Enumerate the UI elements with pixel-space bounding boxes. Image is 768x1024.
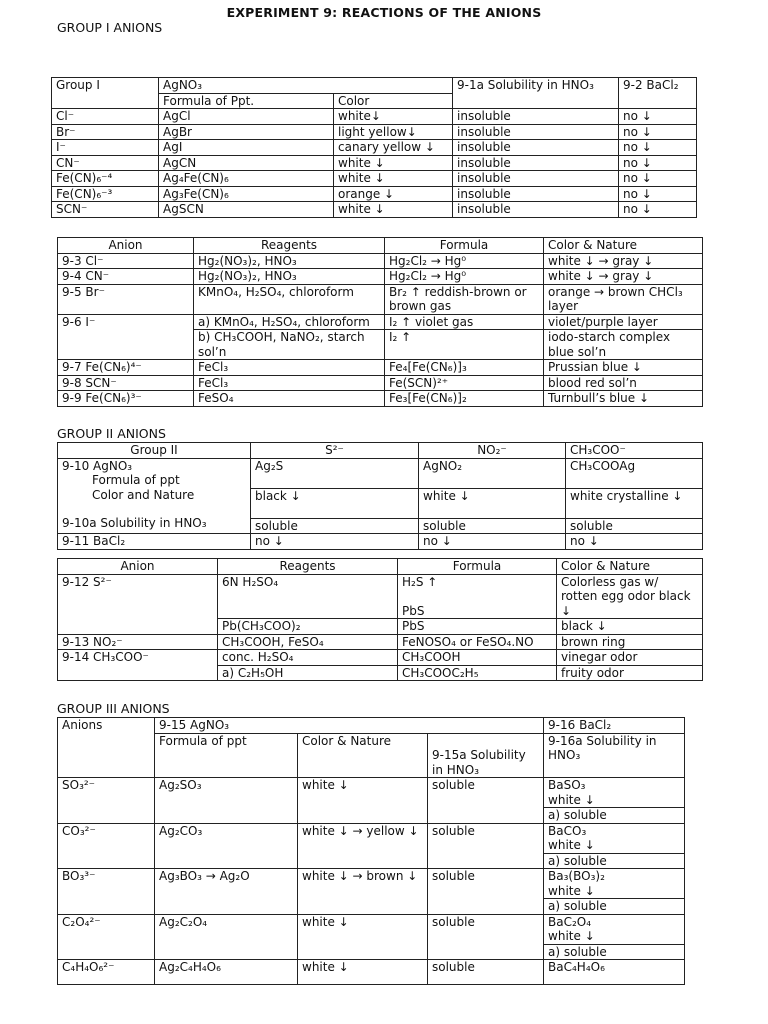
formula-cell: Ag₃Fe(CN)₆ <box>159 186 334 202</box>
solubility-cell: insoluble <box>453 202 619 218</box>
reagents-cell: 6N H₂SO₄ <box>218 574 398 619</box>
formula-cell: Hg₂Cl₂ → Hg⁰ <box>385 253 544 269</box>
header-anion: Anion <box>58 238 194 254</box>
table-row <box>58 284 703 314</box>
header-color: Color & Nature <box>544 238 703 254</box>
table-row <box>58 360 703 376</box>
color-cell: white ↓ → yellow ↓ <box>298 823 428 869</box>
solubility-label: 9-10a Solubility in HNO₃ <box>62 516 207 530</box>
reagents-cell: conc. H₂SO₄ <box>218 650 398 666</box>
color-cell: white ↓ <box>334 202 453 218</box>
anion-cell: 9-12 S²⁻ <box>58 574 218 634</box>
anion-cell: 9-6 I⁻ <box>58 314 194 360</box>
ba-solubility-cell: a) soluble <box>544 853 685 869</box>
table-row <box>58 634 703 650</box>
color-cell: orange → brown CHCl₃ layer <box>544 284 703 314</box>
header-formula: Formula <box>398 559 557 575</box>
header-solubility-text: 9-15a Solubility in HNO₃ <box>432 748 526 777</box>
color-cell: light yellow↓ <box>334 124 453 140</box>
color-cell: vinegar odor <box>557 650 703 666</box>
table-row <box>52 155 697 171</box>
color-cell: white ↓ <box>298 960 428 985</box>
color-cell: canary yellow ↓ <box>334 140 453 156</box>
ba-color-cell: white ↓ <box>544 929 685 944</box>
bacl2-label: 9-11 BaCl₂ <box>58 534 251 550</box>
reagents-cell: Pb(CH₃COO)₂ <box>218 619 398 635</box>
formula-cell: AgI <box>159 140 334 156</box>
ion-cell: C₄H₄O₆²⁻ <box>58 960 155 985</box>
ion-cell: Fe(CN)₆⁻⁴ <box>52 171 159 187</box>
anion-cell: 9-8 SCN⁻ <box>58 375 194 391</box>
group-1-heading: GROUP I ANIONS <box>57 20 163 35</box>
color-cell: white ↓ <box>334 171 453 187</box>
header-acetate: CH₃COO⁻ <box>566 443 703 459</box>
color-cell: brown ring <box>557 634 703 650</box>
table-row <box>52 171 697 187</box>
ion-cell: SCN⁻ <box>52 202 159 218</box>
header-agno3: AgNO₃ <box>159 78 453 94</box>
formula-cell: PbS <box>398 619 557 635</box>
solubility-cell: insoluble <box>453 109 619 125</box>
color-cell: black ↓ <box>251 488 419 518</box>
solubility-cell: insoluble <box>453 171 619 187</box>
solubility-cell: soluble <box>251 518 419 534</box>
bacl2-cell: no ↓ <box>619 155 697 171</box>
header-anion: Anion <box>58 559 218 575</box>
group-2-reactions-table <box>57 558 703 681</box>
table-row <box>58 650 703 666</box>
group-3-table <box>57 717 685 985</box>
header-sulfide: S²⁻ <box>251 443 419 459</box>
formula-cell: Hg₂Cl₂ → Hg⁰ <box>385 269 544 285</box>
group-2-table <box>57 442 703 550</box>
header-color: Color & Nature <box>298 733 428 778</box>
solubility-cell: soluble <box>428 823 544 869</box>
table-row <box>58 823 685 838</box>
formula-cell: AgSCN <box>159 202 334 218</box>
reagents-cell: b) CH₃COOH, NaNO₂, starch sol’n <box>194 330 385 360</box>
header-anions: Anions <box>58 718 155 734</box>
formula-cell: Fe₄[Fe(CN₆)]₃ <box>385 360 544 376</box>
formula-cell: AgCl <box>159 109 334 125</box>
formula-cell: Ag₂CO₃ <box>155 823 298 869</box>
table-row <box>58 253 703 269</box>
ion-cell: CN⁻ <box>52 155 159 171</box>
anion-cell: 9-9 Fe(CN₆)³⁻ <box>58 391 194 407</box>
color-cell: fruity odor <box>557 665 703 681</box>
header-formula: Formula of Ppt. <box>159 93 334 109</box>
table-row <box>58 914 685 929</box>
header-solubility-2: 9-16a Solubility in HNO₃ <box>544 733 685 778</box>
solubility-cell: insoluble <box>453 140 619 156</box>
header-bacl2: 9-16 BaCl₂ <box>544 718 685 734</box>
bacl2-cell: no ↓ <box>619 109 697 125</box>
reagents-cell: CH₃COOH, FeSO₄ <box>218 634 398 650</box>
reagents-cell: FeCl₃ <box>194 360 385 376</box>
table-row <box>52 124 697 140</box>
formula-cell: Ag₄Fe(CN)₆ <box>159 171 334 187</box>
header-formula: Formula <box>385 238 544 254</box>
header-agno3: 9-15 AgNO₃ <box>155 718 544 734</box>
anion-cell: 9-7 Fe(CN₆)⁴⁻ <box>58 360 194 376</box>
formula-cell: FeNOSO₄ or FeSO₄.NO <box>398 634 557 650</box>
reagents-cell: Hg₂(NO₃)₂, HNO₃ <box>194 269 385 285</box>
color-cell: white ↓ <box>298 914 428 960</box>
color-cell: white ↓ <box>334 155 453 171</box>
formula-cell: I₂ ↑ violet gas <box>385 314 544 330</box>
formula-label: Formula of ppt <box>92 473 180 487</box>
bacl2-cell: no ↓ <box>619 202 697 218</box>
color-label: Color and Nature <box>92 487 195 502</box>
ba-solubility-cell: a) soluble <box>544 944 685 960</box>
table-row <box>52 186 697 202</box>
table-row <box>58 391 703 407</box>
ba-color-cell: white ↓ <box>544 884 685 899</box>
color-cell: white↓ <box>334 109 453 125</box>
ba-formula-cell: Ba₃(BO₃)₂ <box>544 869 685 884</box>
color-cell: black ↓ <box>557 619 703 635</box>
solubility-cell: insoluble <box>453 124 619 140</box>
solubility-cell: soluble <box>566 518 703 534</box>
formula-cell: Fe₃[Fe(CN₆)]₂ <box>385 391 544 407</box>
ion-cell: CO₃²⁻ <box>58 823 155 869</box>
formula-cell: Fe(SCN)²⁺ <box>385 375 544 391</box>
formula-cell: Ag₂C₄H₄O₆ <box>155 960 298 985</box>
ba-formula-cell: BaSO₃ <box>544 778 685 793</box>
table-row <box>52 202 697 218</box>
solubility-cell: soluble <box>419 518 566 534</box>
anion-cell: 9-14 CH₃COO⁻ <box>58 650 218 681</box>
solubility-cell: insoluble <box>453 186 619 202</box>
bacl2-cell: no ↓ <box>619 171 697 187</box>
table-row <box>58 778 685 793</box>
formula-cell: I₂ ↑ <box>385 330 544 360</box>
header-reagents: Reagents <box>194 238 385 254</box>
reagents-cell: FeCl₃ <box>194 375 385 391</box>
ba-formula-cell: BaC₂O₄ <box>544 914 685 929</box>
group-2-heading: GROUP II ANIONS <box>57 426 166 441</box>
color-cell: Prussian blue ↓ <box>544 360 703 376</box>
header-group: Group II <box>58 443 251 459</box>
color-cell: white ↓ → brown ↓ <box>298 869 428 915</box>
ion-cell: C₂O₄²⁻ <box>58 914 155 960</box>
formula-cell <box>398 574 557 619</box>
color-cell: violet/purple layer <box>544 314 703 330</box>
anion-cell: 9-13 NO₂⁻ <box>58 634 218 650</box>
header-reagents: Reagents <box>218 559 398 575</box>
bacl2-cell: no ↓ <box>566 534 703 550</box>
group-1-table <box>51 77 697 218</box>
table-row <box>58 375 703 391</box>
header-nitrite: NO₂⁻ <box>419 443 566 459</box>
header-solubility: 9-1a Solubility in HNO₃ <box>453 78 619 109</box>
ba-solubility-cell: a) soluble <box>544 899 685 915</box>
formula-cell: AgBr <box>159 124 334 140</box>
color-cell: Colorless gas w/ rotten egg odor black ↓ <box>557 574 703 619</box>
ba-color-cell: white ↓ <box>544 793 685 808</box>
reagents-cell: Hg₂(NO₃)₂, HNO₃ <box>194 253 385 269</box>
header-group: Group I <box>52 78 159 94</box>
ba-color-cell: white ↓ <box>544 838 685 853</box>
ba-formula-cell: BaC₄H₄O₆ <box>544 960 685 985</box>
anion-cell: 9-5 Br⁻ <box>58 284 194 314</box>
solubility-cell: soluble <box>428 914 544 960</box>
formula-a: H₂S ↑ <box>402 574 438 589</box>
group-1-reactions-table <box>57 237 703 407</box>
solubility-cell: soluble <box>428 960 544 985</box>
page-title: EXPERIMENT 9: REACTIONS OF THE ANIONS <box>226 5 542 20</box>
formula-cell: Ag₃BO₃ → Ag₂O <box>155 869 298 915</box>
color-cell: orange ↓ <box>334 186 453 202</box>
table-row <box>58 534 703 550</box>
table-row <box>58 269 703 285</box>
formula-cell: CH₃COOH <box>398 650 557 666</box>
anion-cell: 9-3 Cl⁻ <box>58 253 194 269</box>
formula-cell: Ag₂C₂O₄ <box>155 914 298 960</box>
formula-b: PbS <box>402 603 425 618</box>
color-cell: iodo-starch complex blue sol’n <box>544 330 703 360</box>
reagents-cell: a) KMnO₄, H₂SO₄, chloroform <box>194 314 385 330</box>
ion-cell: Fe(CN)₆⁻³ <box>52 186 159 202</box>
header-color: Color <box>334 93 453 109</box>
table-row <box>58 458 703 488</box>
agno3-label: 9-10 AgNO₃ <box>62 458 133 473</box>
table-row <box>58 960 685 985</box>
table-row <box>52 140 697 156</box>
color-cell: white ↓ → gray ↓ <box>544 253 703 269</box>
color-cell: white crystalline ↓ <box>566 488 703 518</box>
header-bacl2: 9-2 BaCl₂ <box>619 78 697 94</box>
table-row <box>58 869 685 884</box>
formula-cell: Ag₂S <box>251 458 419 488</box>
solubility-cell: soluble <box>428 869 544 915</box>
ion-cell: Br⁻ <box>52 124 159 140</box>
header-color: Color & Nature <box>557 559 703 575</box>
ion-cell: BO₃³⁻ <box>58 869 155 915</box>
table-row <box>58 574 703 619</box>
ion-cell: SO₃²⁻ <box>58 778 155 824</box>
solubility-cell: insoluble <box>453 155 619 171</box>
color-cell: Turnbull’s blue ↓ <box>544 391 703 407</box>
bacl2-cell: no ↓ <box>419 534 566 550</box>
reagents-cell: KMnO₄, H₂SO₄, chloroform <box>194 284 385 314</box>
solubility-cell: soluble <box>428 778 544 824</box>
color-cell: white ↓ → gray ↓ <box>544 269 703 285</box>
header-solubility <box>428 733 544 778</box>
header-formula: Formula of ppt <box>155 733 298 778</box>
bacl2-cell: no ↓ <box>619 140 697 156</box>
formula-cell: AgCN <box>159 155 334 171</box>
ion-cell: I⁻ <box>52 140 159 156</box>
bacl2-cell: no ↓ <box>619 186 697 202</box>
reagents-cell: FeSO₄ <box>194 391 385 407</box>
anion-cell: 9-4 CN⁻ <box>58 269 194 285</box>
ba-solubility-cell: a) soluble <box>544 808 685 824</box>
ba-formula-cell: BaCO₃ <box>544 823 685 838</box>
reagents-cell: a) C₂H₅OH <box>218 665 398 681</box>
table-row <box>52 109 697 125</box>
formula-cell: Br₂ ↑ reddish-brown or brown gas <box>385 284 544 314</box>
bacl2-cell: no ↓ <box>251 534 419 550</box>
table-row <box>58 314 703 330</box>
formula-cell: Ag₂SO₃ <box>155 778 298 824</box>
formula-cell: CH₃COOC₂H₅ <box>398 665 557 681</box>
ion-cell: Cl⁻ <box>52 109 159 125</box>
formula-cell: AgNO₂ <box>419 458 566 488</box>
color-cell: white ↓ <box>419 488 566 518</box>
formula-cell: CH₃COOAg <box>566 458 703 488</box>
color-cell: white ↓ <box>298 778 428 824</box>
bacl2-cell: no ↓ <box>619 124 697 140</box>
group-3-heading: GROUP III ANIONS <box>57 701 170 716</box>
color-cell: blood red sol’n <box>544 375 703 391</box>
